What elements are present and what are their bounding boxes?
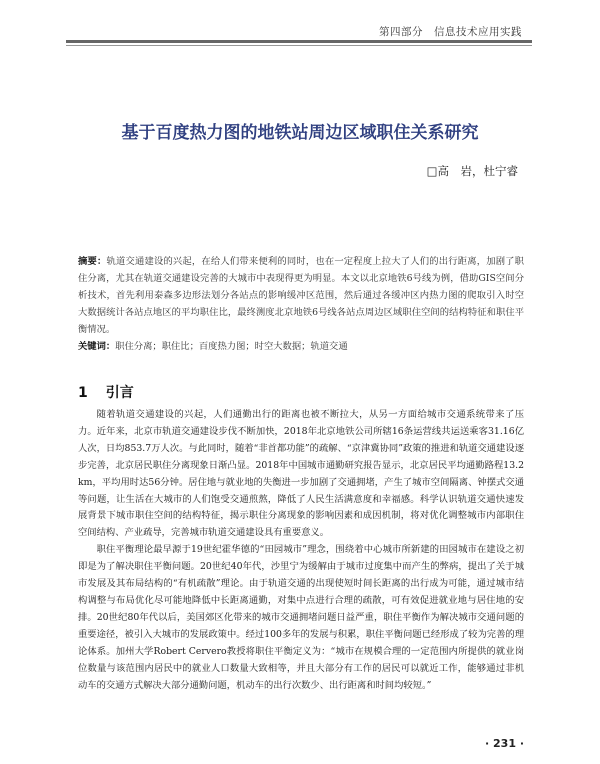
body-text (78, 407, 524, 694)
paper-title: 基于百度热力图的地铁站周边区域职住关系研究 (121, 123, 479, 143)
paper-authors: □高 岩，杜宁睿 (426, 164, 518, 178)
abstract (78, 253, 524, 338)
abstract-text: 轨道交通建设的兴起，在给人们带来便利的同时，也在一定程度上拉大了人们的出行距离，加剧了职住分离，尤其在轨道交通建设完善的大城市中表现得更为明显。本文以北京地铁6号线为例，借助GIS空间分析技术，首先利用泰森多边形法划分各站点的影响缓冲区范围，然后通过各缓冲区内热力图的爬取引入时空大数据统计各站点地区的平均职住比，最终测度北京地铁6号线各站点周边区域职住空间的结构特征和职住平衡情况。 (78, 256, 524, 335)
abstract-label: 摘要： (78, 256, 107, 267)
paragraph: 随着轨道交通建设的兴起，人们通勤出行的距离也被不断拉大，从另一方面给城市交通系统带来了压力。近年来，北京市轨道交通建设步伐不断加快，2018年北京地铁公司所辖16条运营线共运送乘客31.16亿人次，日均853.7万人次。与此同时，随着“非首都功能”的疏解、“京津冀协同”政策的推进和轨道交通建设逐步完善，北京居民职住分离现象日渐凸显。2018年中国城市通勤研究报告显示，北京居民平均通勤路程13.2 km，平均用时达56分钟。居住地与就业地的失衡进一步加剧了交通拥堵，产生了城市空间隔离、钟摆式交通等问题，让生活在大城市的人们饱受交通煎熬，降低了人民生活满意度和幸福感。科学认识轨道交通快速发展背景下城市职住空间的结构特征，揭示职住分离现象的影响因素和成因机制，将对优化调整城市内部职住空间结构、产业疏导，完善城市轨道交通建设具有重要意义。 (78, 409, 524, 539)
keywords (78, 338, 524, 355)
section-number: 1 (78, 385, 88, 401)
paragraph: 职住平衡理论最早源于19世纪霍华德的“田园城市”理念，围绕着中心城市所新建的田园城市在建设之初即是为了解决职住平衡问题。20世纪40年代，沙里宁为缓解由于城市过度集中而产生的弊病，提出了关于城市发展及其布局结构的“有机疏散”理论。由于轨道交通的出现使短时间长距离的出行成为可能，通过城市结构调整与布局优化尽可能地降低中长距离通勤，对集中点进行合理的疏散，可有效促进就业地与居住地的安排。20世纪80年代以后，美国郊区化带来的城市交通拥堵问题日益严重，职住平衡作为解决城市交通问题的重要途径，被引入大城市的发展政策中。经过100多年的发展与积累，职住平衡问题已经形成了较为完善的理论体系。加州大学Robert Cervero教授将职住平衡定义为：“城市在规模合理的一定范围内所提供的就业岗位数量与该范围内居民中的就业人口数量大致相等，并且大部分有工作的居民可以就近工作，能够通过非机动车的交通方式解决大部分通勤问题，机动车的出行次数少、出行距离和时间均较短。” (78, 544, 524, 691)
keywords-label: 关键词： (78, 341, 116, 352)
page-number: · 231 · (485, 737, 524, 750)
header-rule-thick (66, 40, 532, 43)
section-heading (78, 382, 134, 402)
running-header: 第四部分 信息技术应用实践 (379, 26, 522, 38)
section-title: 引言 (105, 385, 134, 401)
header-rule-thin (66, 45, 532, 46)
keywords-text: 职住分离；职住比；百度热力图；时空大数据；轨道交通 (115, 341, 348, 352)
